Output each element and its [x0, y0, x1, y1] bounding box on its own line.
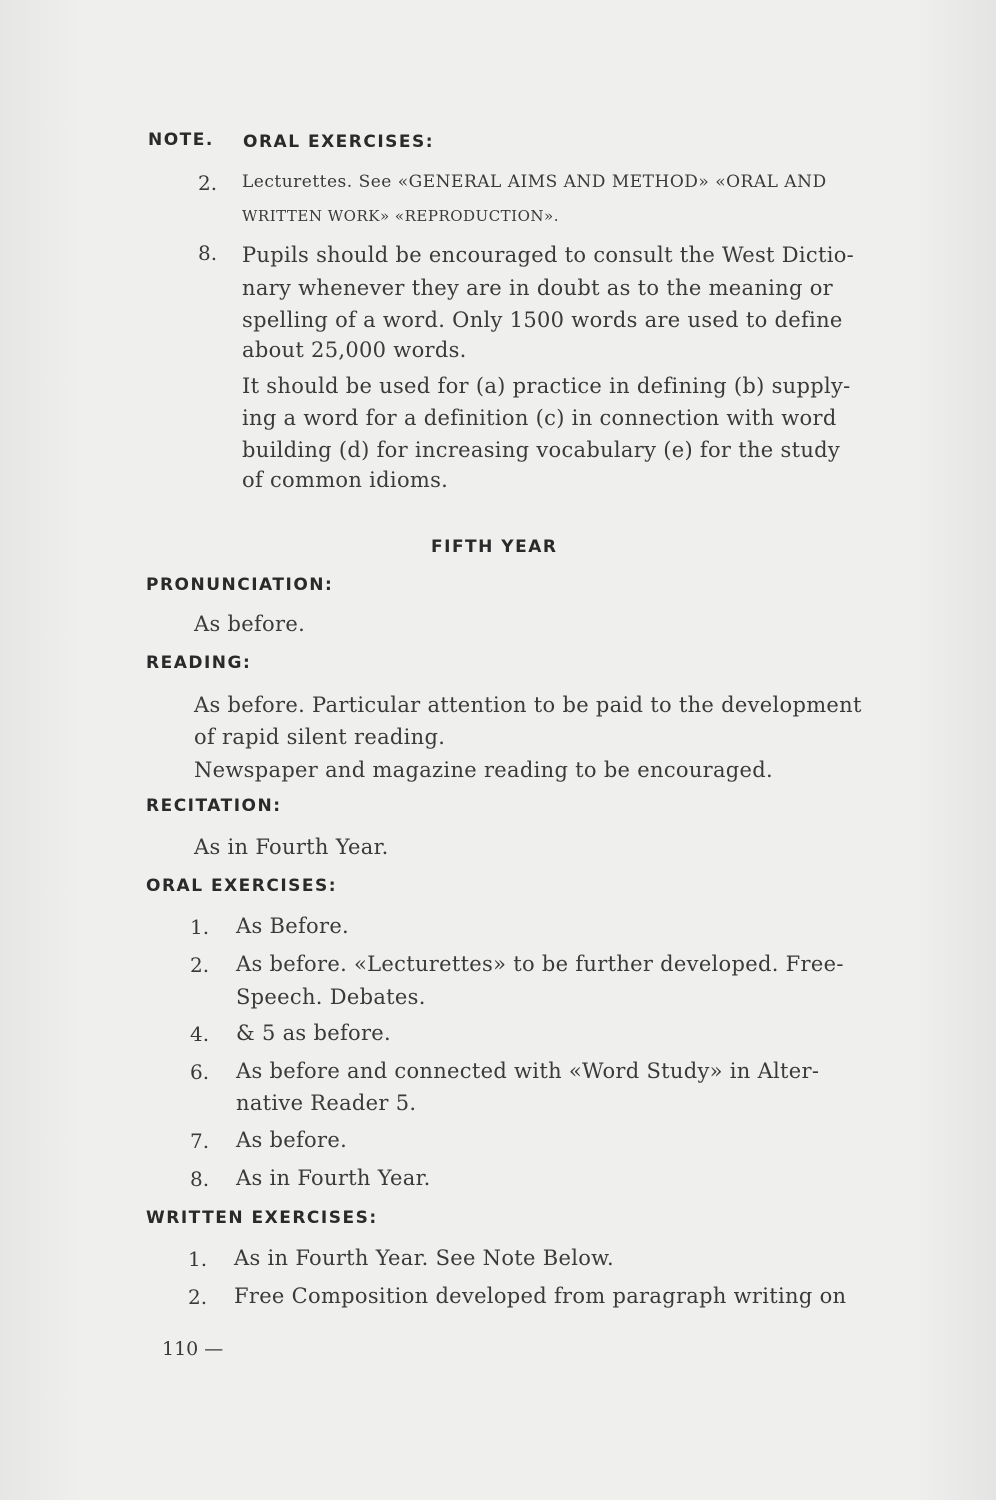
note-item-line: nary whenever they are in doubt as to the meaning or — [242, 276, 834, 300]
oral-item-line: As before. «Lecturettes» to be further developed. Free- — [236, 952, 844, 976]
oral-item-line: As before. — [236, 1128, 348, 1152]
oral-item-line: As before and connected with «Word Study» in Alter- — [236, 1059, 820, 1083]
oral-item-line: & 5 as before. — [236, 1021, 392, 1045]
oral-item-number: 4. — [190, 1022, 210, 1046]
note-item-line: about 25,000 words. — [242, 338, 467, 362]
pronunciation-heading: PRONUNCIATION: — [146, 575, 334, 595]
note-oral-heading: ORAL EXERCISES: — [243, 132, 435, 152]
note-item-line: of common idioms. — [242, 468, 449, 492]
written-exercises-heading: WRITTEN EXERCISES: — [146, 1208, 378, 1228]
written-item-number: 1. — [188, 1247, 208, 1271]
reading-line: Newspaper and magazine reading to be encouraged. — [194, 758, 773, 782]
oral-item-number: 1. — [190, 915, 210, 939]
oral-item-line: Speech. Debates. — [236, 985, 426, 1009]
section-title: FIFTH YEAR — [431, 537, 558, 557]
note-item-text: WRITTEN WORK» «REPRODUCTION». — [242, 207, 559, 225]
written-item-line: As in Fourth Year. See Note Below. — [234, 1246, 614, 1270]
oral-item-number: 6. — [190, 1060, 210, 1084]
written-item-number: 2. — [188, 1285, 208, 1309]
note-item-line: spelling of a word. Only 1500 words are used to define — [242, 308, 843, 332]
oral-item-number: 7. — [190, 1129, 210, 1153]
reading-heading: READING: — [146, 653, 252, 673]
note-item-number: 2. — [198, 171, 218, 195]
oral-item-line: As in Fourth Year. — [236, 1166, 431, 1190]
page-number: 110 — — [162, 1338, 224, 1360]
oral-item-number: 8. — [190, 1167, 210, 1191]
oral-exercises-heading: ORAL EXERCISES: — [146, 876, 338, 896]
reading-line: As before. Particular attention to be paid to the development — [194, 693, 862, 717]
oral-item-line: As Before. — [236, 914, 350, 938]
oral-item-number: 2. — [190, 953, 210, 977]
note-label: NOTE. — [148, 130, 214, 150]
reading-line: of rapid silent reading. — [194, 725, 446, 749]
written-item-line: Free Composition developed from paragraph writing on — [234, 1284, 847, 1308]
recitation-text: As in Fourth Year. — [194, 835, 389, 859]
note-item-line: ing a word for a definition (c) in connection with word — [242, 406, 837, 430]
note-item-line: It should be used for (a) practice in defining (b) supply- — [242, 374, 851, 398]
recitation-heading: RECITATION: — [146, 796, 282, 816]
note-item-text: Lecturettes. See «GENERAL AIMS AND METHOD» «ORAL AND — [242, 172, 827, 192]
oral-item-line: native Reader 5. — [236, 1091, 417, 1115]
note-item-number: 8. — [198, 241, 218, 265]
pronunciation-text: As before. — [194, 612, 306, 636]
note-item-line: Pupils should be encouraged to consult the West Dictio- — [242, 243, 855, 267]
note-item-line: building (d) for increasing vocabulary (e) for the study — [242, 438, 841, 462]
